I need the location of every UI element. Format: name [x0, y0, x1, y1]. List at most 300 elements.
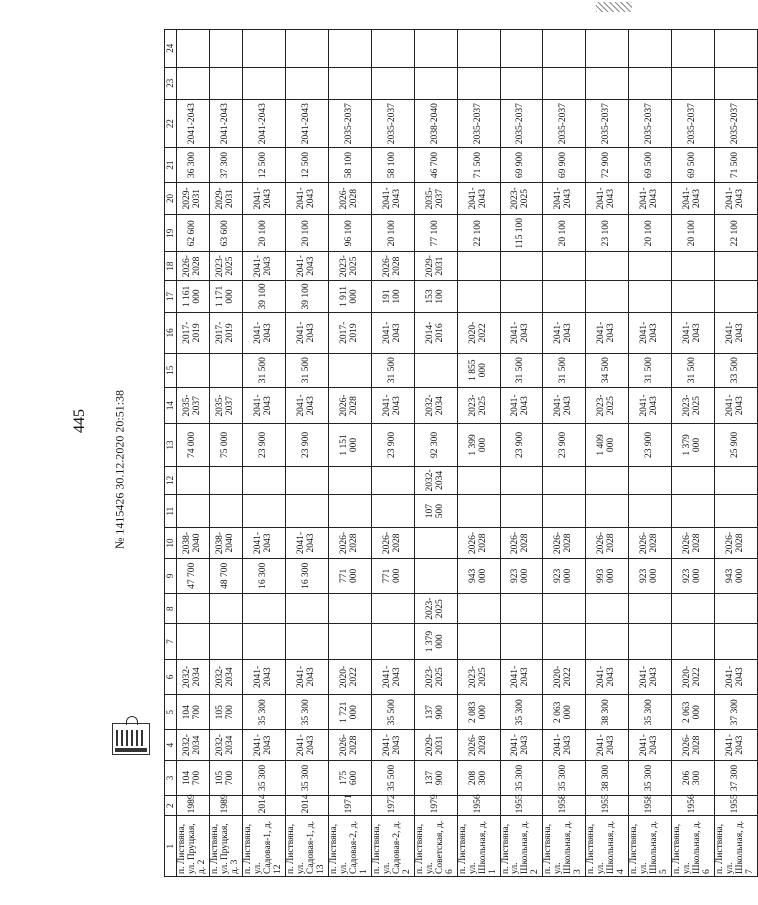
table-cell: 104 700 [177, 760, 210, 795]
table-cell: 2020-2022 [457, 313, 500, 353]
table-cell: 63 600 [210, 215, 243, 252]
table-cell: 2014 [243, 796, 286, 816]
table-cell: 2035-2037 [457, 99, 500, 148]
table-cell: 2041-2043 [629, 182, 672, 214]
table-cell: 2041-2043 [286, 387, 329, 423]
table-cell: 2041-2043 [243, 99, 286, 148]
table-cell: 2020-2022 [543, 659, 586, 694]
table-cell: 2041-2043 [586, 730, 629, 760]
table-cell [543, 594, 586, 624]
table-cell: 2041-2043 [243, 182, 286, 214]
table-cell: 1 379 000 [672, 424, 715, 466]
table-cell [177, 624, 210, 659]
table-cell [177, 67, 210, 99]
table-cell [210, 30, 243, 68]
table-cell: 2041-2043 [629, 387, 672, 423]
table-cell: 2041-2043 [243, 528, 286, 558]
table-cell: 2041-2043 [543, 730, 586, 760]
table-cell: 2041-2043 [586, 313, 629, 353]
table-cell: 35 500 [371, 695, 414, 730]
table-cell [672, 67, 715, 99]
table-cell: 1958 [629, 796, 672, 816]
table-cell: 2035-2037 [714, 99, 757, 148]
table-cell: 2041-2043 [500, 313, 543, 353]
table-row [500, 30, 543, 877]
table-cell: 1955 [586, 796, 629, 816]
table-cell: п. Листвяна, ул. Пруцкая, д. 2 [177, 816, 210, 877]
table-cell [672, 594, 715, 624]
table-cell [457, 624, 500, 659]
page-number: 445 [71, 409, 88, 433]
table-cell: 2 063 000 [672, 695, 715, 730]
table-cell: 20 100 [371, 215, 414, 252]
table-cell [329, 594, 372, 624]
table-cell: 2026-2028 [543, 528, 586, 558]
table-cell: 2041-2043 [286, 528, 329, 558]
table-cell: 2041-2043 [543, 387, 586, 423]
table-cell [210, 624, 243, 659]
table-cell: 2014 [286, 796, 329, 816]
table-cell [329, 466, 372, 494]
table-cell: 2041-2043 [286, 313, 329, 353]
table-cell: 1971 [329, 796, 372, 816]
table-cell: 1958 [543, 796, 586, 816]
table-cell: 2041-2043 [586, 659, 629, 694]
table-cell: 2041-2043 [714, 730, 757, 760]
table-cell: 175 600 [329, 760, 372, 795]
table-cell: 2026-2028 [629, 528, 672, 558]
header-cell: 19 [165, 215, 177, 252]
table-cell: 31 500 [629, 353, 672, 387]
table-cell [371, 30, 414, 68]
table-cell: 35 300 [543, 760, 586, 795]
table-cell: 47 700 [177, 558, 210, 593]
table-cell: 1 151 000 [329, 424, 372, 466]
header-cell: 4 [165, 730, 177, 760]
table-cell: 2020-2022 [672, 659, 715, 694]
table-cell: 1955 [500, 796, 543, 816]
table-cell [629, 30, 672, 68]
table-cell: 923 000 [500, 558, 543, 593]
table-cell: 2041-2043 [243, 252, 286, 280]
header-cell: 6 [165, 659, 177, 694]
table-cell: п. Листвяна, ул. Школьная, д. 1 [457, 816, 500, 877]
table-cell: 25 900 [714, 424, 757, 466]
table-cell: 2020-2022 [329, 659, 372, 694]
table-cell: 20 100 [543, 215, 586, 252]
table-cell: 69 500 [672, 148, 715, 182]
table-cell: 2035-2037 [500, 99, 543, 148]
table-cell: 2041-2043 [714, 313, 757, 353]
table-row [177, 30, 210, 877]
table-cell [714, 466, 757, 494]
table-cell [672, 280, 715, 312]
header-cell: 8 [165, 594, 177, 624]
table-cell: 2035-2037 [586, 99, 629, 148]
table-cell: 2041-2043 [371, 730, 414, 760]
table-cell: 38 300 [586, 760, 629, 795]
table-cell: 1 721 000 [329, 695, 372, 730]
table-cell [414, 67, 457, 99]
table-row [586, 30, 629, 877]
table-cell: 2023-2025 [457, 659, 500, 694]
table-cell: 943 000 [714, 558, 757, 593]
header-cell: 24 [165, 30, 177, 68]
table-row [457, 30, 500, 877]
table-cell: 2032-2034 [414, 387, 457, 423]
table-cell: 36 300 [177, 148, 210, 182]
table-cell [286, 67, 329, 99]
table-cell: 37 300 [714, 760, 757, 795]
table-cell: 1979 [414, 796, 457, 816]
table-cell [500, 594, 543, 624]
table-cell: 23 100 [586, 215, 629, 252]
table-cell [500, 495, 543, 528]
table-cell: 2 063 000 [543, 695, 586, 730]
table-cell: п. Листвяна, ул. Советская, д. 6 [414, 816, 457, 877]
table-cell: 2041-2043 [210, 99, 243, 148]
table-cell [210, 594, 243, 624]
table-cell: 923 000 [543, 558, 586, 593]
header-cell: 3 [165, 760, 177, 795]
table-cell [210, 67, 243, 99]
table-cell: 69 900 [543, 148, 586, 182]
table-cell: 2026-2028 [329, 182, 372, 214]
table-row [543, 30, 586, 877]
table-cell: 923 000 [629, 558, 672, 593]
table-cell: 1 911 000 [329, 280, 372, 312]
table-cell: 58 100 [329, 148, 372, 182]
table-cell [629, 280, 672, 312]
table-cell [543, 252, 586, 280]
table-cell: 771 000 [329, 558, 372, 593]
table-cell [629, 252, 672, 280]
table-cell: п. Листвяна, ул. Садовая-2, д. 2 [371, 816, 414, 877]
table-cell: 2023-2025 [586, 387, 629, 423]
table-cell: 33 500 [714, 353, 757, 387]
table-cell: 2035-2037 [329, 99, 372, 148]
table-cell: 2014-2016 [414, 313, 457, 353]
table-cell: 2035-2037 [210, 387, 243, 423]
table-cell [243, 67, 286, 99]
table-cell: 35 300 [286, 695, 329, 730]
table-cell [371, 67, 414, 99]
table-cell [414, 353, 457, 387]
table-cell [714, 280, 757, 312]
table-cell [714, 30, 757, 68]
table-cell [543, 30, 586, 68]
table-cell: 37 300 [714, 695, 757, 730]
table-cell: 2035-2037 [177, 387, 210, 423]
table-cell: 2026-2028 [500, 528, 543, 558]
table-cell: 2041-2043 [371, 182, 414, 214]
table-cell [371, 495, 414, 528]
table-cell: 35 300 [500, 695, 543, 730]
table-cell: 2041-2043 [286, 252, 329, 280]
table-cell [543, 624, 586, 659]
table-cell: 2023-2025 [210, 252, 243, 280]
table-cell [714, 495, 757, 528]
table-cell [286, 30, 329, 68]
header-cell: 1 [165, 816, 177, 877]
table-cell [286, 594, 329, 624]
table-cell: 35 300 [629, 760, 672, 795]
table-cell [457, 594, 500, 624]
table-cell [371, 594, 414, 624]
table-cell [543, 495, 586, 528]
table-cell: 2026-2028 [457, 528, 500, 558]
table-row [672, 30, 715, 877]
table-cell: 20 100 [286, 215, 329, 252]
table-cell [243, 466, 286, 494]
table-cell: 23 900 [629, 424, 672, 466]
table-cell: 39 100 [243, 280, 286, 312]
table-cell: 69 900 [500, 148, 543, 182]
table-cell [177, 466, 210, 494]
table-cell: 38 300 [586, 695, 629, 730]
header-cell: 16 [165, 313, 177, 353]
table-row [210, 30, 243, 877]
table-cell: п. Листвяна, ул. Школьная, д. 3 [543, 816, 586, 877]
table-cell [286, 624, 329, 659]
table-cell: 12 500 [286, 148, 329, 182]
table-cell: 75 000 [210, 424, 243, 466]
table-cell: 2035-2037 [371, 99, 414, 148]
header-cell: 15 [165, 353, 177, 387]
table-row [286, 30, 329, 877]
table-cell [714, 67, 757, 99]
table-cell: 2038-2040 [177, 528, 210, 558]
table-cell: 2017-2019 [210, 313, 243, 353]
table-cell [371, 466, 414, 494]
table-cell: 2041-2043 [629, 313, 672, 353]
table-cell: 943 000 [457, 558, 500, 593]
table-cell: 2041-2043 [629, 659, 672, 694]
table-cell [286, 466, 329, 494]
scan-artifact [596, 2, 632, 12]
table-cell: 31 500 [286, 353, 329, 387]
table-cell: 2038-2040 [210, 528, 243, 558]
table-cell: 2041-2043 [457, 182, 500, 214]
table-cell [500, 252, 543, 280]
table-cell [586, 280, 629, 312]
table-cell: 2041-2043 [500, 387, 543, 423]
table-cell: 62 600 [177, 215, 210, 252]
header-cell: 7 [165, 624, 177, 659]
table-cell: 107 500 [414, 495, 457, 528]
table-cell [586, 495, 629, 528]
table-cell: 2041-2043 [371, 313, 414, 353]
table-cell: 23 900 [371, 424, 414, 466]
table-cell: 2023-2025 [672, 387, 715, 423]
table-cell: 2041-2043 [286, 99, 329, 148]
header-cell: 9 [165, 558, 177, 593]
table-cell: 2041-2043 [672, 182, 715, 214]
table-cell: 923 000 [672, 558, 715, 593]
table-cell: 771 000 [371, 558, 414, 593]
table-cell: 23 900 [243, 424, 286, 466]
table-cell: п. Листвяна, ул. Пруцкая, д. 3 [210, 816, 243, 877]
table-cell: 71 500 [457, 148, 500, 182]
table-cell [500, 624, 543, 659]
table-cell: 92 300 [414, 424, 457, 466]
header-cell: 12 [165, 466, 177, 494]
table-cell: 2041-2043 [371, 659, 414, 694]
table-cell: 2041-2043 [243, 313, 286, 353]
table-cell: 2032-2034 [177, 730, 210, 760]
table-cell: 2029-2031 [177, 182, 210, 214]
table-row [414, 30, 457, 877]
table-cell: 35 300 [243, 760, 286, 795]
table-cell: 71 500 [714, 148, 757, 182]
header-cell: 17 [165, 280, 177, 312]
table-cell [586, 67, 629, 99]
table-cell: 35 500 [371, 760, 414, 795]
table-cell: 35 300 [629, 695, 672, 730]
table-cell [243, 30, 286, 68]
table-cell: 69 500 [629, 148, 672, 182]
table-cell: 2026-2028 [672, 730, 715, 760]
table-cell: 16 300 [243, 558, 286, 593]
table-cell [210, 466, 243, 494]
table-cell: 31 500 [543, 353, 586, 387]
table-cell: 20 100 [629, 215, 672, 252]
table-cell [586, 30, 629, 68]
header-cell: 10 [165, 528, 177, 558]
table-cell: п. Листвяна, ул. Садовая-1, д. 13 [286, 816, 329, 877]
table-cell: 2029-2031 [210, 182, 243, 214]
table-cell: 2017-2019 [329, 313, 372, 353]
table-cell: 2041-2043 [714, 182, 757, 214]
table-cell: 2038-2040 [414, 99, 457, 148]
table-cell [714, 594, 757, 624]
table-cell: 2041-2043 [672, 313, 715, 353]
table-cell [672, 466, 715, 494]
table-cell: 2032-2034 [210, 659, 243, 694]
table-cell [672, 252, 715, 280]
table-cell: 137 900 [414, 695, 457, 730]
table-cell: 2017-2019 [177, 313, 210, 353]
table-cell: 2041-2043 [243, 659, 286, 694]
table-cell [177, 594, 210, 624]
table-cell: 1989 [177, 796, 210, 816]
table-cell: 2023-2025 [329, 252, 372, 280]
table-cell [329, 67, 372, 99]
table-cell: 153 100 [414, 280, 457, 312]
table-cell: 208 300 [457, 760, 500, 795]
table-cell: 2041-2043 [543, 313, 586, 353]
table-cell: 23 900 [543, 424, 586, 466]
table-cell: 104 700 [177, 695, 210, 730]
header-cell: 18 [165, 252, 177, 280]
table-cell: 16 300 [286, 558, 329, 593]
table-cell: 2029-2031 [414, 730, 457, 760]
header-row [165, 30, 177, 877]
table-cell: 2041-2043 [286, 182, 329, 214]
table-cell: 2026-2028 [714, 528, 757, 558]
table-cell [714, 252, 757, 280]
table-cell: 2026-2028 [586, 528, 629, 558]
table-cell [329, 353, 372, 387]
table-cell: 993 000 [586, 558, 629, 593]
table-cell: 2032-2034 [210, 730, 243, 760]
table-cell: 1 409 000 [586, 424, 629, 466]
table-cell: 2026-2028 [329, 730, 372, 760]
table-cell: 2035-2037 [672, 99, 715, 148]
table-cell: п. Листвяна, ул. Садовая-2, д. 1 [329, 816, 372, 877]
table-cell [586, 594, 629, 624]
header-cell: 5 [165, 695, 177, 730]
header-cell: 14 [165, 387, 177, 423]
table-cell: 2035-2037 [414, 182, 457, 214]
table-cell: 2041-2043 [714, 387, 757, 423]
table-row [329, 30, 372, 877]
table-cell [543, 67, 586, 99]
table-cell: 1 161 000 [177, 280, 210, 312]
table-cell [629, 624, 672, 659]
data-table [164, 29, 758, 877]
table-cell: 2041-2043 [243, 730, 286, 760]
table-cell [457, 466, 500, 494]
table-row [714, 30, 757, 877]
table-cell: 1 399 000 [457, 424, 500, 466]
table-cell: 20 100 [243, 215, 286, 252]
table-cell: 2029-2031 [414, 252, 457, 280]
table-cell: 35 300 [500, 760, 543, 795]
table-row [629, 30, 672, 877]
table-cell: 39 100 [286, 280, 329, 312]
table-cell: 2041-2043 [543, 182, 586, 214]
table-cell: 96 100 [329, 215, 372, 252]
header-cell: 21 [165, 148, 177, 182]
table-cell [629, 594, 672, 624]
table-cell: 1989 [210, 796, 243, 816]
table-cell: п. Листвяна, ул. Школьная, д. 2 [500, 816, 543, 877]
table-cell: 31 500 [243, 353, 286, 387]
table-cell [500, 30, 543, 68]
table-cell: 58 100 [371, 148, 414, 182]
table-cell: п. Листвяна, ул. Школьная, д. 4 [586, 816, 629, 877]
table-cell: 2026-2028 [177, 252, 210, 280]
table-cell: 1956 [457, 796, 500, 816]
table-cell [629, 466, 672, 494]
table-cell [210, 495, 243, 528]
table-cell [286, 495, 329, 528]
table-cell: 105 700 [210, 760, 243, 795]
table-cell: 1972 [371, 796, 414, 816]
table-cell [371, 624, 414, 659]
table-cell [414, 558, 457, 593]
table-cell: 105 700 [210, 695, 243, 730]
table-cell: 48 700 [210, 558, 243, 593]
table-cell [243, 495, 286, 528]
table-cell [629, 67, 672, 99]
table-row [371, 30, 414, 877]
header-cell: 13 [165, 424, 177, 466]
table-cell [329, 624, 372, 659]
table-cell: п. Листвяна, ул. Школьная, д. 6 [672, 816, 715, 877]
table-cell: 115 100 [500, 215, 543, 252]
table-cell: 12 500 [243, 148, 286, 182]
table-cell: 23 900 [286, 424, 329, 466]
table-cell: 1 855 000 [457, 353, 500, 387]
table-cell [457, 252, 500, 280]
table-cell: 2041-2043 [500, 730, 543, 760]
table-cell [414, 528, 457, 558]
table-cell: п. Листвяна, ул. Школьная, д. 7 [714, 816, 757, 877]
table-cell: 2026-2028 [672, 528, 715, 558]
table-cell: 20 100 [672, 215, 715, 252]
